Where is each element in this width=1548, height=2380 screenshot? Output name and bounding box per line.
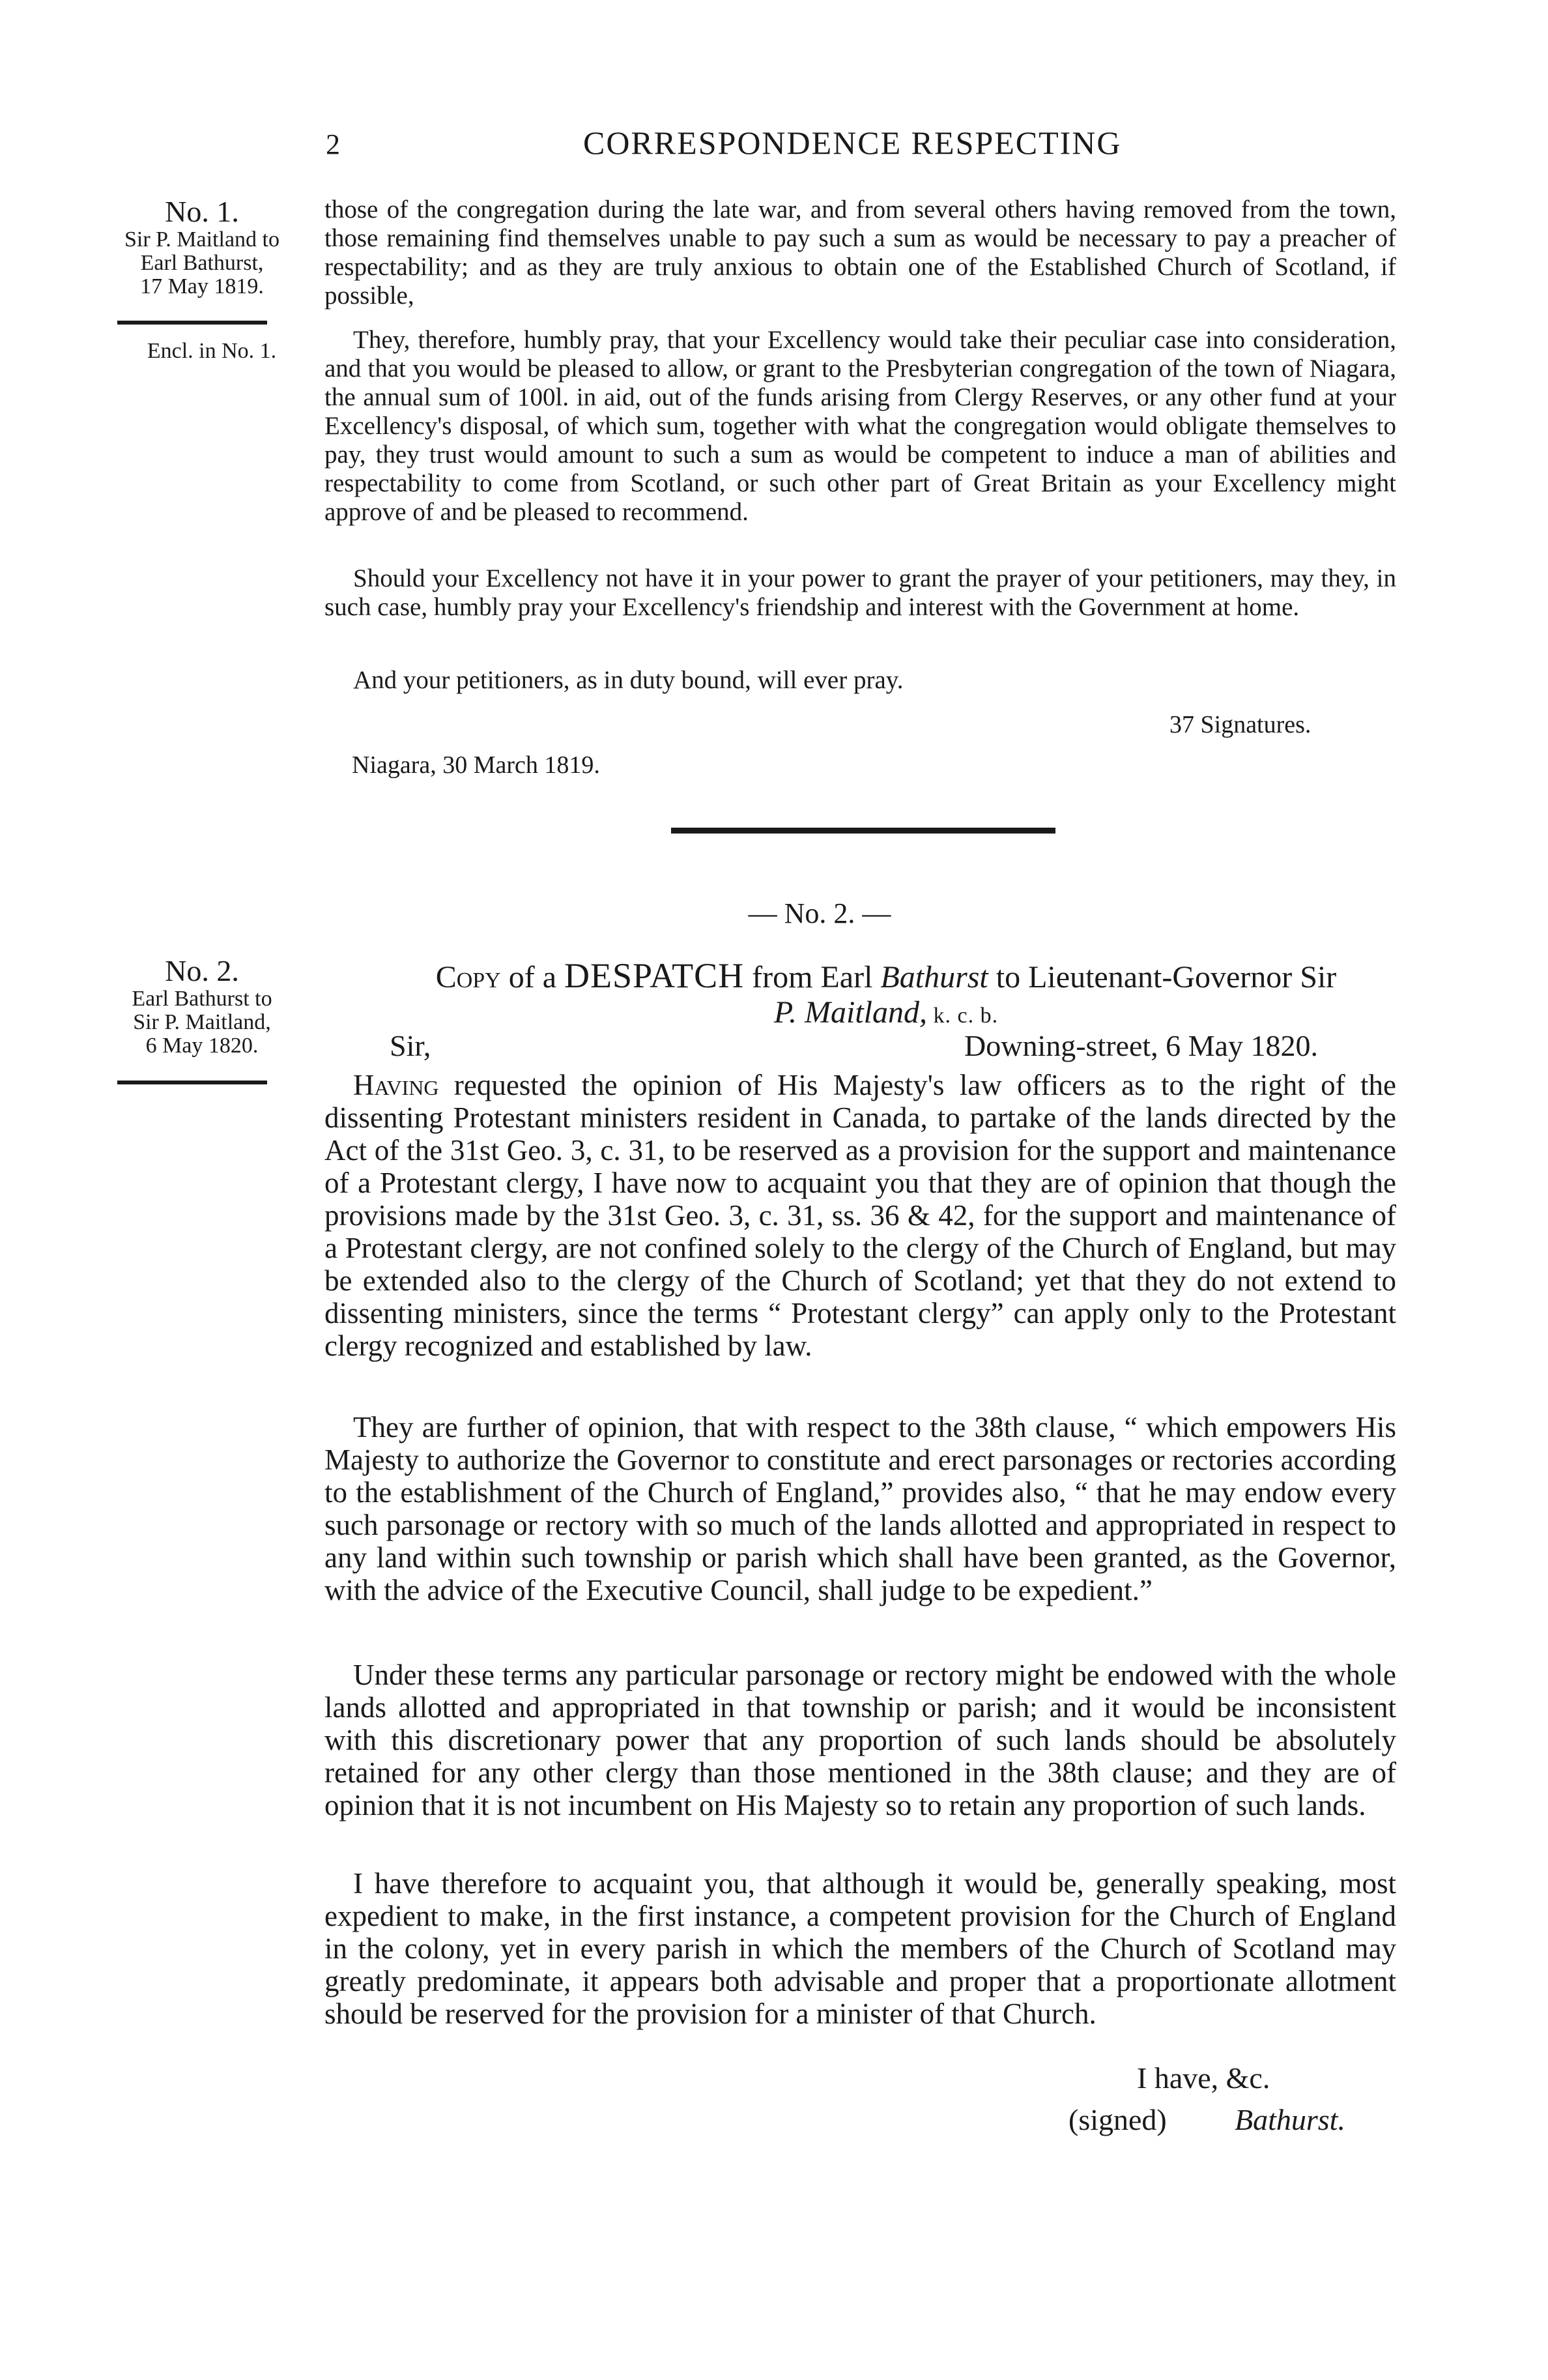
signatory-name: Bathurst. [1235,2103,1345,2136]
section-number: — No. 2. — [748,897,891,929]
petition-text [324,564,1396,622]
sidenote-number: No. 1. [165,195,239,228]
paragraph-text: requested the opinion of His Majesty's law officers as to the right of the dissenting Protestant ministers resident in Canada, to partake of the lands directed by the Act of the 31st Geo. 3, c. 31, to be reserved as a provision for the support and maintenance of a Protestant clergy, I have now to acquaint you that they are of opinion that though the provisions made by the 31st Geo. 3, c. 31, ss. 36 & 42, for the support and maintenance of a Protestant clergy, are not confined solely to the clergy of the Church of England, but may be extended also to the clergy of the Church of Scotland; yet that they do not extend to dissenting ministers, since the terms “ Protestant clergy” can apply only to the Protestant clergy recognized and established by law. [324,1069,1396,1362]
lead-word: Having [353,1069,439,1101]
despatch-paragraph [324,1069,1396,1362]
salutation: Sir, [390,1029,431,1062]
despatch-dateline: Downing-street, 6 May 1820. [964,1029,1318,1062]
sidenote-line: Sir P. Maitland, [133,1010,271,1034]
petition-dateline: Niagara, 30 March 1819. [352,751,600,779]
running-head: CORRESPONDENCE RESPECTING [583,124,1122,161]
despatch-paragraph: Under these terms any particular parsonage or rectory might be endowed with the whole lands allotted and appropriated in that township or parish; and it would be inconsistent with this discretionary power that any proportion of such lands should be absolutely retained for any other clergy than those mentioned in the 38th clause; and they are of opinion that it is not incumbent on His Majesty so to retain any proportion of such lands. [324,1659,1396,1821]
sidenote-line: 17 May 1819. [140,274,264,298]
title-text: from Earl [744,960,881,994]
enclosure-note: Encl. in No. 1. [147,339,277,363]
title-copy: Copy [435,960,501,994]
title-bathurst: Bathurst [880,960,988,994]
signature-count: 37 Signatures. [1169,711,1312,738]
petition-text [324,326,1396,527]
sidenote-line: Sir P. Maitland to [124,227,280,252]
title-text: to Lieutenant-Governor Sir [988,960,1337,994]
petition-text [324,666,1396,695]
sidenote-number: No. 2. [165,954,239,987]
title-maitland: P. Maitland, [773,995,928,1030]
closing-phrase: I have, &c. [1137,2061,1270,2095]
signed-label: (signed) [1068,2103,1167,2136]
sidenote-rule [117,1081,267,1084]
petition-paragraph: those of the congregation during the late war, and from several others having removed from the town, those remaining find themselves unable to pay such a sum as would be necessary to pay a preacher of respectability; and as they are truly anxious to obtain one of the Established Church of Scotland, if possible, [324,196,1396,310]
sidenote-line: Earl Bathurst, [140,251,264,275]
petition-paragraph: Should your Excellency not have it in your power to grant the prayer of your petitioners, may they, in such case, humbly pray your Excellency's friendship and interest with the Government at home. [324,564,1396,621]
page-number: 2 [326,128,340,160]
despatch-text [324,1069,1396,1362]
despatch-text [324,1659,1396,1821]
sidenote-no-2 [98,955,306,1058]
despatch-text [324,1867,1396,2030]
title-kcb: k. c. b. [927,1004,999,1028]
petition-paragraph: They, therefore, humbly pray, that your Excellency would take their peculiar case into consideration, and that you would be pleased to allow, or grant to the Presbyterian congregation of the town of Niagara, the annual sum of 100l. in aid, out of the funds arising from Clergy Reserves, or any other fund at your Excellency's disposal, of which sum, together with what the congregation would obligate themselves to pay, they trust would amount to such a sum as would be competent to induce a man of abilities and respectability to come from Scotland, or such other part of Great Britain as your Excellency might approve of and be pleased to recommend. [324,326,1396,526]
despatch-paragraph: They are further of opinion, that with respect to the 38th clause, “ which empowers His Majesty to authorize the Governor to constitute and erect parsonages or rectories according to the establishment of the Church of England,” provides also, “ that he may endow every such parsonage or rectory with so much of the lands allotted and appropriated in respect to any land within such township or parish which shall have been granted, as the Governor, with the advice of the Executive Council, shall judge to be expedient.” [324,1411,1396,1606]
sidenote-no-1 [98,196,306,298]
petition-paragraph: And your petitioners, as in duty bound, will ever pray. [353,666,904,694]
title-text: of a [500,960,565,994]
title-despatch: DESPATCH [564,956,745,995]
sidenote-line: Earl Bathurst to [132,987,272,1011]
section-divider [671,828,1055,834]
despatch-title [378,958,1394,1034]
sidenote-line: 6 May 1820. [145,1034,259,1058]
petition-text [324,196,1396,310]
sidenote-rule [117,321,267,325]
despatch-paragraph: I have therefore to acquaint you, that although it would be, generally speaking, most expedient to make, in the first instance, a competent provision for the Church of England in the colony, yet in every parish in which the members of the Church of Scotland may greatly predominate, it appears both advisable and proper that a proportionate allotment should be reserved for the provision for a minister of that Church. [324,1867,1396,2030]
despatch-text [324,1411,1396,1606]
